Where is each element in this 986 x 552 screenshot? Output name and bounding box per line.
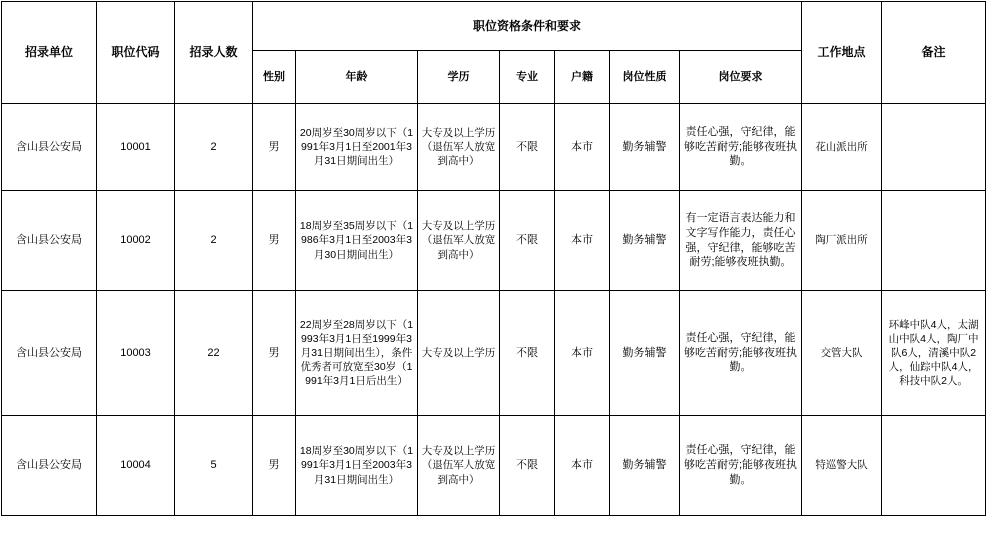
cell-age: 22周岁至28周岁以下（1993年3月1日至1999年3月31日期间出生），条件优秀者可放宽至30岁（1991年3月1日后出生） [296,291,418,416]
cell-remarks [882,416,986,516]
cell-unit: 含山县公安局 [2,416,97,516]
cell-unit: 含山县公安局 [2,291,97,416]
cell-work-location: 特巡警大队 [802,416,882,516]
cell-headcount: 2 [175,191,253,291]
table-row [2,416,986,516]
cell-education: 大专及以上学历 [418,291,500,416]
cell-education: 大专及以上学历（退伍军人放宽到高中） [418,416,500,516]
cell-remarks [882,104,986,191]
cell-headcount: 22 [175,291,253,416]
cell-gender: 男 [253,104,296,191]
cell-headcount: 2 [175,104,253,191]
cell-remarks [882,191,986,291]
header-gender: 性别 [253,51,296,104]
cell-gender: 男 [253,291,296,416]
recruitment-table [1,1,986,516]
cell-work-location: 交管大队 [802,291,882,416]
cell-position-code: 10002 [97,191,175,291]
cell-gender: 男 [253,191,296,291]
cell-position-requirement: 责任心强，守纪律，能够吃苦耐劳;能够夜班执勤。 [680,416,802,516]
cell-position-requirement: 责任心强，守纪律，能够吃苦耐劳;能够夜班执勤。 [680,104,802,191]
cell-major: 不限 [500,191,555,291]
cell-position-requirement: 责任心强，守纪律，能够吃苦耐劳;能够夜班执勤。 [680,291,802,416]
cell-residence: 本市 [555,104,610,191]
header-qualification-group: 职位资格条件和要求 [253,2,802,51]
cell-residence: 本市 [555,191,610,291]
cell-age: 18周岁至30周岁以下（1991年3月1日至2003年3月31日期间出生） [296,416,418,516]
header-major: 专业 [500,51,555,104]
table-row [2,104,986,191]
cell-position-nature: 勤务辅警 [610,191,680,291]
cell-position-nature: 勤务辅警 [610,291,680,416]
table-header-row-1 [2,2,986,51]
cell-work-location: 陶厂派出所 [802,191,882,291]
cell-position-code: 10001 [97,104,175,191]
cell-remarks: 环峰中队4人，太湖山中队4人，陶厂中队6人，清溪中队2人，仙踪中队4人，科技中队2人。 [882,291,986,416]
cell-unit: 含山县公安局 [2,191,97,291]
cell-residence: 本市 [555,416,610,516]
cell-education: 大专及以上学历（退伍军人放宽到高中） [418,191,500,291]
cell-position-nature: 勤务辅警 [610,416,680,516]
cell-position-nature: 勤务辅警 [610,104,680,191]
cell-position-code: 10004 [97,416,175,516]
cell-age: 18周岁至35周岁以下（1986年3月1日至2003年3月30日期间出生） [296,191,418,291]
header-headcount: 招录人数 [175,2,253,104]
cell-education: 大专及以上学历（退伍军人放宽到高中） [418,104,500,191]
cell-headcount: 5 [175,416,253,516]
cell-gender: 男 [253,416,296,516]
cell-major: 不限 [500,104,555,191]
cell-age: 20周岁至30周岁以下（1991年3月1日至2001年3月31日期间出生） [296,104,418,191]
header-education: 学历 [418,51,500,104]
header-unit: 招录单位 [2,2,97,104]
header-position-nature: 岗位性质 [610,51,680,104]
cell-position-requirement: 有一定语言表达能力和文字写作能力，责任心强，守纪律，能够吃苦耐劳;能够夜班执勤。 [680,191,802,291]
header-remarks: 备注 [882,2,986,104]
cell-work-location: 花山派出所 [802,104,882,191]
cell-major: 不限 [500,291,555,416]
cell-position-code: 10003 [97,291,175,416]
cell-major: 不限 [500,416,555,516]
cell-unit: 含山县公安局 [2,104,97,191]
cell-residence: 本市 [555,291,610,416]
header-position-requirement: 岗位要求 [680,51,802,104]
header-position-code: 职位代码 [97,2,175,104]
table-row [2,291,986,416]
header-age: 年龄 [296,51,418,104]
header-residence: 户籍 [555,51,610,104]
table-row [2,191,986,291]
header-work-location: 工作地点 [802,2,882,104]
